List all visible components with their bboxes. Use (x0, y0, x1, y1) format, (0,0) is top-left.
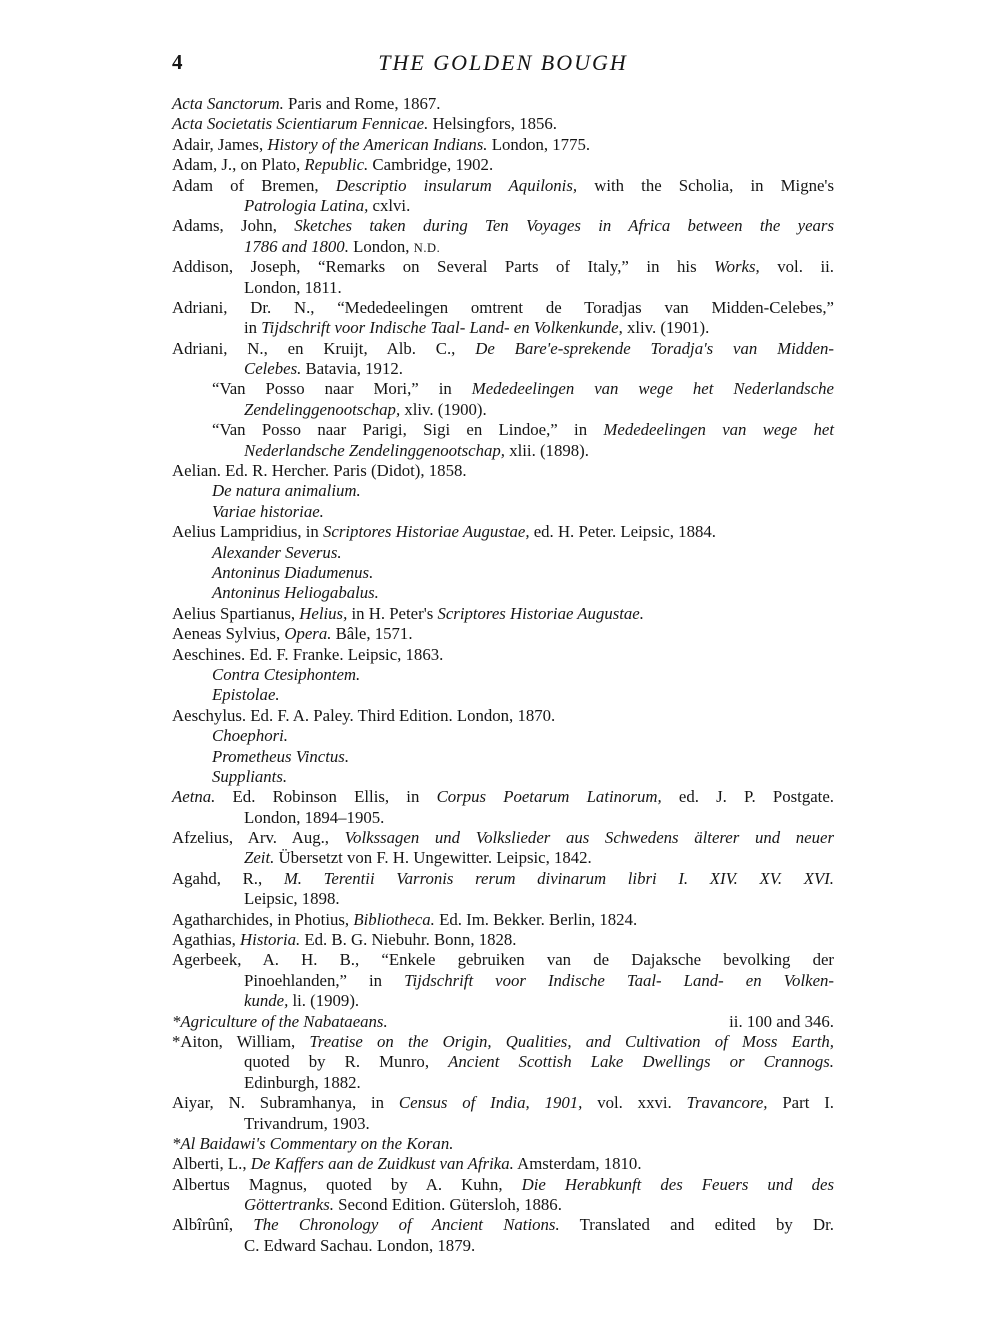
bibliography-line (172, 971, 834, 991)
bibliography-line (172, 1215, 834, 1235)
bibliography-line (172, 176, 834, 196)
entry-text: Afzelius, Arv. Aug., (172, 828, 345, 848)
italic-title-text: Travancore, (686, 1093, 768, 1113)
italic-title-text: Contra Ctesiphontem. (212, 664, 361, 684)
entry-text: C. Edward Sachau. London, 1879. (244, 1235, 476, 1255)
bibliography-line (172, 196, 834, 216)
italic-title-text: Mededeelingen van wege het (603, 420, 834, 440)
bibliography-line (172, 869, 834, 889)
bibliography-line (172, 624, 834, 644)
entry-text: Leipsic, 1898. (244, 889, 340, 909)
italic-title-text: *Agriculture of the Nabataeans. (172, 1011, 388, 1031)
entry-text: xliv. (1900). (400, 399, 487, 419)
entry-text: “Van Posso naar Parigi, Sigi en Lindoe,” in (212, 420, 604, 440)
bibliography-line (172, 114, 834, 134)
italic-title-text: Celebes. (244, 359, 302, 379)
bibliography-line (172, 645, 834, 665)
entry-text: Helsingfors, 1856. (428, 114, 557, 134)
bibliography-line (172, 848, 834, 868)
entry-text: Adam of Bremen, (172, 175, 336, 195)
entry-text: Amsterdam, 1810. (513, 1154, 642, 1174)
italic-title-text: Descriptio insularum Aquilonis, (335, 175, 578, 195)
bibliography-line (172, 1073, 834, 1093)
entry-text: xlii. (1898). (505, 440, 589, 460)
italic-title-text: Volkssagen und Volkslieder aus Schwedens älterer und neuer (344, 828, 834, 848)
bibliography-line (172, 1052, 834, 1072)
italic-title-text: Tijdschrift voor Indische Taal- Land- en Volken- (404, 970, 834, 990)
italic-title-text: Scriptores Historiae Augustae, (323, 522, 530, 542)
entry-text: Aelius Lampridius, in (172, 522, 324, 542)
bibliography-line (172, 808, 834, 828)
bibliography-line (172, 237, 834, 257)
entry-text: Aiyar, N. Subramhanya, in (172, 1093, 399, 1113)
entry-text: London, 1775. (487, 134, 591, 154)
italic-title-text: Mededeelingen van wege het Nederlandsche (471, 379, 834, 399)
entry-text: Agahd, R., (172, 868, 284, 888)
entry-text: Second Edition. Gütersloh, 1886. (333, 1195, 562, 1215)
italic-title-text: Corpus Poetarum Latinorum, (436, 787, 662, 807)
bibliography-line (172, 1114, 834, 1134)
italic-title-text: Scriptores Historiae Augustae. (437, 603, 644, 623)
entry-text: Aeneas Sylvius, (172, 624, 285, 644)
entry-text: Aeschylus. Ed. F. A. Paley. Third Edition. London, 1870. (172, 705, 556, 725)
bibliography-line (172, 481, 834, 501)
italic-title-text: kunde, (244, 991, 289, 1011)
entry-text: with the Scholia, in Migne's (577, 175, 834, 195)
bibliography-line (172, 706, 834, 726)
entry-text: Aeschines. Ed. F. Franke. Leipsic, 1863. (172, 644, 444, 664)
italic-title-text: Patrologia Latina, (244, 195, 369, 215)
entry-text: Adams, John, (172, 216, 295, 236)
bibliography-line (172, 950, 834, 970)
bibliography-line (172, 665, 834, 685)
entry-text: Ed. B. G. Niebuhr. Bonn, 1828. (300, 930, 517, 950)
italic-title-text: Choephori. (212, 726, 288, 746)
bibliography-line (172, 216, 834, 236)
italic-title-text: Alexander Severus. (212, 542, 342, 562)
italic-title-text: Acta Societatis Scientiarum Fennicae. (172, 114, 429, 134)
bibliography-line (172, 1012, 834, 1032)
italic-title-text: Prometheus Vinctus. (212, 746, 350, 766)
bibliography-line (172, 889, 834, 909)
italic-title-text: Aetna. (172, 787, 216, 807)
bibliography-line (172, 420, 834, 440)
italic-title-text: Works, (714, 257, 760, 277)
entry-text: Aelian. Ed. R. Hercher. Paris (Didot), 1858. (172, 461, 467, 481)
entry-text: Adair, James, (172, 134, 268, 154)
bibliography-line (172, 1195, 834, 1215)
entry-text: vol. ii. (759, 257, 834, 277)
bibliography-line (172, 583, 834, 603)
italic-title-text: Suppliants. (212, 766, 288, 786)
bibliography-line (172, 685, 834, 705)
italic-title-text: Tijdschrift voor Indische Taal- Land- en Volkenkunde, (261, 318, 623, 338)
italic-title-text: Zendelinggenootschap, (244, 399, 401, 419)
bibliography-line (172, 787, 834, 807)
italic-title-text: Treatise on the Origin, Qualities, and Cultivation of Moss Earth, (309, 1031, 835, 1051)
entry-text: cxlvi. (368, 195, 411, 215)
italic-title-text: M. Terentii Varronis rerum divinarum libri I. XIV. XV. XVI. (283, 868, 834, 888)
bibliography-line (172, 543, 834, 563)
bibliography-line (172, 1032, 834, 1052)
entry-text: Trivandrum, 1903. (244, 1113, 370, 1133)
bibliography-line (172, 930, 834, 950)
bibliography-line (172, 379, 834, 399)
bibliography-line (172, 400, 834, 420)
italic-title-text: Sketches taken during Ten Voyages in Africa between the years (294, 216, 834, 236)
bibliography-line (172, 828, 834, 848)
bibliography-line (172, 767, 834, 787)
entry-text: xliv. (1901). (622, 318, 710, 338)
italic-title-text: The Chronology of Ancient Nations. (253, 1215, 560, 1235)
bibliography-list (172, 94, 834, 1256)
bibliography-line (172, 257, 834, 277)
entry-text: Agathias, (172, 930, 241, 950)
italic-title-text: Antoninus Heliogabalus. (212, 583, 379, 603)
entry-text: Agerbeek, A. H. B., “Enkele gebruiken van de Dajaksche bevolking der (172, 950, 834, 970)
entry-text: Alberti, L., (172, 1154, 251, 1174)
bibliography-line (172, 910, 834, 930)
page-header (172, 50, 834, 82)
italic-title-text: Variae historiae. (212, 501, 324, 521)
entry-text: Edinburgh, 1882. (244, 1072, 361, 1092)
italic-title-text: De Kaffers aan de Zuidkust van Afrika. (250, 1154, 514, 1174)
page-number: 4 (172, 50, 183, 74)
italic-title-text: History of the American Indians. (267, 134, 488, 154)
entry-text: “Van Posso naar Mori,” in (212, 379, 472, 399)
bibliography-line (172, 1154, 834, 1174)
bibliography-line (172, 155, 834, 175)
bibliography-line (172, 747, 834, 767)
entry-text: Adriani, N., en Kruijt, Alb. C., (172, 338, 476, 358)
italic-title-text: Opera. (284, 624, 332, 644)
entry-text: ii. 100 and 346. (729, 1011, 834, 1031)
entry-text: London, 1894–1905. (244, 807, 385, 827)
italic-title-text: Helius, (299, 603, 348, 623)
entry-text: Paris and Rome, 1867. (283, 94, 441, 113)
running-title: THE GOLDEN BOUGH (378, 50, 628, 75)
entry-text: quoted by R. Munro, (244, 1052, 449, 1072)
entry-text: Ed. Robinson Ellis, in (215, 787, 437, 807)
bibliography-line (172, 441, 834, 461)
entry-text: Translated and edited by Dr. (559, 1215, 834, 1235)
bibliography-line (172, 604, 834, 624)
italic-title-text: Historia. (240, 930, 301, 950)
italic-title-text: 1786 and 1800. (244, 236, 349, 256)
bibliography-line (172, 522, 834, 542)
entry-text: Bâle, 1571. (331, 624, 413, 644)
italic-title-text: Ancient Scottish Lake Dwellings or Crannogs. (448, 1052, 834, 1072)
italic-title-text: Epistolae. (212, 685, 280, 705)
entry-text: Part I. (767, 1093, 834, 1113)
entry-text: ed. J. P. Postgate. (661, 787, 834, 807)
italic-title-text: Die Herabkunft des Feuers und des (521, 1174, 834, 1194)
italic-title-text: De Bare'e-sprekende Toradja's van Midden- (475, 338, 834, 358)
italic-title-text: Republic. (304, 155, 369, 175)
bibliography-line (172, 339, 834, 359)
entry-text: Batavia, 1912. (301, 359, 403, 379)
italic-title-text: Zeit. (244, 848, 275, 868)
bibliography-line (172, 502, 834, 522)
italic-title-text: Acta Sanctorum. (172, 94, 284, 113)
italic-title-text: Bibliotheca. (353, 909, 435, 929)
entry-text: ed. H. Peter. Leipsic, 1884. (529, 522, 716, 542)
italic-title-text: De natura animalium. (212, 481, 361, 501)
entry-text: Ed. Im. Bekker. Berlin, 1824. (434, 909, 638, 929)
entry-text: Addison, Joseph, “Remarks on Several Parts of Italy,” in his (172, 257, 715, 277)
italic-title-text: Census of India, 1901, (398, 1093, 583, 1113)
entry-text: *Aiton, William, (172, 1031, 310, 1051)
bibliography-line (172, 1093, 834, 1113)
entry-text: N.D. (413, 240, 441, 255)
entry-text: in (244, 318, 262, 338)
entry-text: Albîrûnî, (172, 1215, 254, 1235)
entry-text: vol. xxvi. (582, 1093, 687, 1113)
bibliography-line (172, 1134, 834, 1154)
entry-text: Übersetzt von F. H. Ungewitter. Leipsic, 1842. (274, 848, 592, 868)
entry-text: Agatharchides, in Photius, (172, 909, 354, 929)
bibliography-line (172, 135, 834, 155)
italic-title-text: Antoninus Diadumenus. (212, 562, 374, 582)
bibliography-line (172, 1175, 834, 1195)
entry-text: in H. Peter's (347, 603, 438, 623)
italic-title-text: Nederlandsche Zendelinggenootschap, (244, 440, 505, 460)
bibliography-line (172, 278, 834, 298)
italic-title-text: Göttertranks. (244, 1195, 334, 1215)
entry-text: Cambridge, 1902. (368, 155, 494, 175)
entry-text: Adam, J., on Plato, (172, 155, 305, 175)
entry-text: Adriani, Dr. N., “Mededeelingen omtrent de Toradjas van Midden-Celebes,” (172, 297, 834, 317)
entry-text: Albertus Magnus, quoted by A. Kuhn, (172, 1174, 522, 1194)
bibliography-line (172, 359, 834, 379)
bibliography-line (172, 991, 834, 1011)
entry-text: Pinoehlanden,” in (244, 970, 405, 990)
bibliography-line (172, 94, 834, 114)
bibliography-line (172, 461, 834, 481)
bibliography-line (172, 318, 834, 338)
italic-title-text: *Al Baidawi's Commentary on the Koran. (172, 1133, 454, 1153)
bibliography-line (172, 563, 834, 583)
entry-text: li. (1909). (288, 991, 360, 1011)
bibliography-line (172, 1236, 834, 1256)
entry-text: London, (348, 236, 414, 256)
bibliography-line (172, 298, 834, 318)
entry-text: London, 1811. (244, 277, 342, 297)
bibliography-line (172, 726, 834, 746)
entry-text: Aelius Spartianus, (172, 603, 300, 623)
